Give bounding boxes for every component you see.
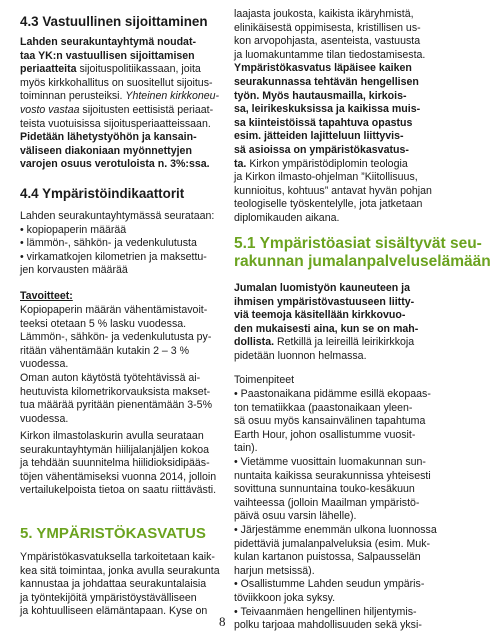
jumalanpalvelus-line: Jumalan luomistyön kauneuteen ja [234,282,411,294]
indikaattorit-line: Lahden seurakuntayhtymässä seurataan: [20,210,215,222]
kasvatus-line: Ympäristökasvatus läpäisee kaiken [234,62,412,75]
tavoitteet-line: heutuvista kilometrikorvauksista makset- [20,385,211,398]
toimenpiteet-line: sovittuna sunnuntaina touko-kesäkuun [234,483,415,496]
indikaattorit-line: • virkamatkojen kilometrien ja maksettu- [20,250,207,263]
paragraph-toimenpiteet [234,388,437,633]
vastuullinen-line: toiminnan perusteiksi. Yhteinen kirkkoneu- [20,90,220,103]
heading-4-3: 4.3 Vastuullinen sijoittaminen [20,14,208,29]
tavoitteet-line: Lämmön-, sähkön- ja vedenkulutusta py- [20,331,212,344]
tavoitteet-line: vuodessa. [20,412,69,425]
kasvatus-line: diplomikauden aikana. [234,211,340,224]
tavoitteet-line: teeksi otetaan 5 % lasku vuodessa. [20,317,187,330]
vastuullinen-line: myös kirkkohallitus on suositellut sijoitus- [20,76,213,89]
ilmastolaskuri-line: töjen vähentämiseksi vuonna 2014, jolloin [20,470,217,483]
heading-5-1-line1: 5.1 Ympäristöasiat sisältyvät seu- [234,235,482,252]
kasvatus-line: kon arvopohjasta, asenteista, vastuusta [234,35,421,48]
indikaattorit-line: jen korvausten määrää [20,264,128,277]
tavoitteet-line: Oman auton käytöstä työtehtävissä ai- [20,371,201,384]
ymparistokasvatus-line: ja kohtuulliseen elämäntapaan. Kyse on [20,605,208,618]
kasvatus-line: sa, leirikeskuksissa ja kaikissa muis- [234,103,421,116]
paragraph-ymparistokasvatus [20,551,220,619]
indikaattorit-line: • kopiopaperin määrää [20,223,127,236]
tavoitteet-label: Tavoitteet: [20,290,73,302]
kasvatus-line: ta. Kirkon ympäristödiplomin teologia [234,157,408,170]
toimenpiteet-line: tain). [234,442,258,455]
indikaattorit-line: • lämmön-, sähkön- ja vedenkulutusta [20,237,197,250]
jumalanpalvelus-line: pidetään luonnon helmassa. [234,349,367,362]
toimenpiteet-line: • Teivaanmäen hengellinen hiljentymis- [234,605,417,618]
kasvatus-line: työn. Myös hautausmailla, kirkois- [234,89,407,102]
toimenpiteet-line: • Paastonaikana pidämme esillä ekopaas- [234,388,431,400]
tavoitteet-line: ritään vähentämään kutakin 2 – 3 % [20,344,190,357]
vastuullinen-line: teista vuotuisissa sijoitusperiaatteissaan. [20,117,211,130]
ilmastolaskuri-line: ja tehdään suunnitelma hiilidioksidipääs- [20,457,210,470]
toimenpiteet-line: polku tarjoaa mahdollisuuden sekä yksi- [234,619,422,632]
ilmastolaskuri-line: seurakuntayhtymän hiilijalanjäljen kokoa [20,443,210,456]
toimenpiteet-line: nuntaita kaikissa seurakunnissa yhteisesti [234,469,431,482]
tavoitteet-line: Kopiopaperin määrän vähentämistavoit- [20,304,208,316]
vastuullinen-line: vosto vastaa sijoitusten eettisistä periaat- [20,103,214,116]
toimenpiteet-line: • Järjestämme enemmän ulkona luonnossa [234,523,437,536]
toimenpiteet-line: • Osallistumme Lahden seudun ympäris- [234,578,425,591]
jumalanpalvelus-line: viä teemoja käsitellään kirkkovuo- [234,309,406,322]
toimenpiteet-line: töviikkoon joka syksy. [234,591,336,604]
paragraph-indikaattorit [20,210,214,278]
kasvatus-line: sa kiinteistöissä tapahtuva opastus [234,116,413,129]
kasvatus-line: elinikäisestä oppimisesta, kristillisen us- [234,21,421,34]
vastuullinen-line: Pidetään lähetystyöhön ja kansain- [20,131,197,144]
tavoitteet-line: vuodessa. [20,358,69,371]
jumalanpalvelus-line: dollista. Retkillä ja leireillä leirikirkkoja [234,336,415,349]
vastuullinen-line: väliseen diakoniaan myönnettyjen [20,144,192,157]
kasvatus-line: teologiselle työskentelylle, jota jatketaan [234,198,423,211]
paragraph-vastuullinen [20,36,219,172]
jumalanpalvelus-line: den mukaisesti aina, kun se on mah- [234,322,419,335]
toimenpiteet-label: Toimenpiteet [234,374,295,386]
ymparistokasvatus-line: kannustaa ja johdattaa seurakuntalaisia [20,578,207,591]
kasvatus-line: seurakunnassa tehtävän hengellisen [234,75,419,88]
toimenpiteet-line: sä osuu myös kansainvälinen tapahtuma [234,415,426,428]
vastuullinen-line: taa YK:n vastuullisen sijoittamisen [20,49,195,62]
vastuullinen-line: Lahden seurakuntayhtymä noudat- [20,36,197,48]
ymparistokasvatus-line: kea sitä toimintaa, jonka avulla seurakunta [20,564,220,577]
ilmastolaskuri-line: Kirkon ilmastolaskurin avulla seurataan [20,430,204,442]
ilmastolaskuri-line: vertailukelpoista tietoa on saatu riittävästi. [20,484,217,497]
kasvatus-line: kunnioitus, kohtuus” antavat hyvän pohjan [234,184,432,197]
ymparistokasvatus-line: Ympäristökasvatuksella tarkoitetaan kaik- [20,551,215,563]
kasvatus-line: sä asioissa on ympäristökasvatus- [234,143,409,156]
vastuullinen-line: varojen osuus verotuloista n. 3%:ssa. [20,158,210,171]
ymparistokasvatus-line: ja työntekijöitä ympäristöystävälliseen [20,591,197,604]
jumalanpalvelus-line: ihmisen ympäristövastuuseen liitty- [234,295,415,308]
toimenpiteet-line: päivä osuu varsin lähelle). [234,510,357,523]
kasvatus-line: laajasta joukosta, kaikista ikäryhmistä, [234,8,414,20]
heading-4-4: 4.4 Ympäristöindikaattorit [20,186,185,201]
paragraph-ilmastolaskuri [20,430,216,498]
heading-5: 5. YMPÄRISTÖKASVATUS [20,525,206,542]
toimenpiteet-line: kulan kartanon puistossa, Salpausselän [234,551,421,564]
toimenpiteet-line: • Vietämme vuosittain luomakunnan sun- [234,455,426,468]
tavoitteet-line: tua määrää pyritään pienentämään 3-5% [20,399,212,412]
paragraph-jumalanpalvelus [234,282,418,364]
kasvatus-line: ja Kirkon ilmasto-ohjelman ”Kiitollisuus, [234,171,418,184]
page-number: 8 [219,614,226,629]
toimenpiteet-line: harjun metsissä). [234,564,315,577]
vastuullinen-line: periaatteita sijoituspolitiikassaan, joita [20,63,201,76]
kasvatus-line: esim. jätteiden lajitteluun liittyvis- [234,130,404,143]
kasvatus-line: ja luomakuntamme tilan tiedostamisesta. [234,48,426,61]
toimenpiteet-line: Earth Hour, johon osallistumme vuosit- [234,428,416,441]
paragraph-tavoitteet [20,304,212,426]
heading-5-1-line2: rakunnan jumalanpalveluselämään [234,253,491,270]
toimenpiteet-line: ton tematiikkaa (paastonaikaan yleen- [234,401,413,414]
toimenpiteet-line: vaihteessa (jolloin Maailman ympäristö- [234,496,420,509]
toimenpiteet-line: pidettäviä jumalanpalveluksia (esim. Muk- [234,537,431,550]
paragraph-kasvatus-jatkuu [234,8,432,226]
